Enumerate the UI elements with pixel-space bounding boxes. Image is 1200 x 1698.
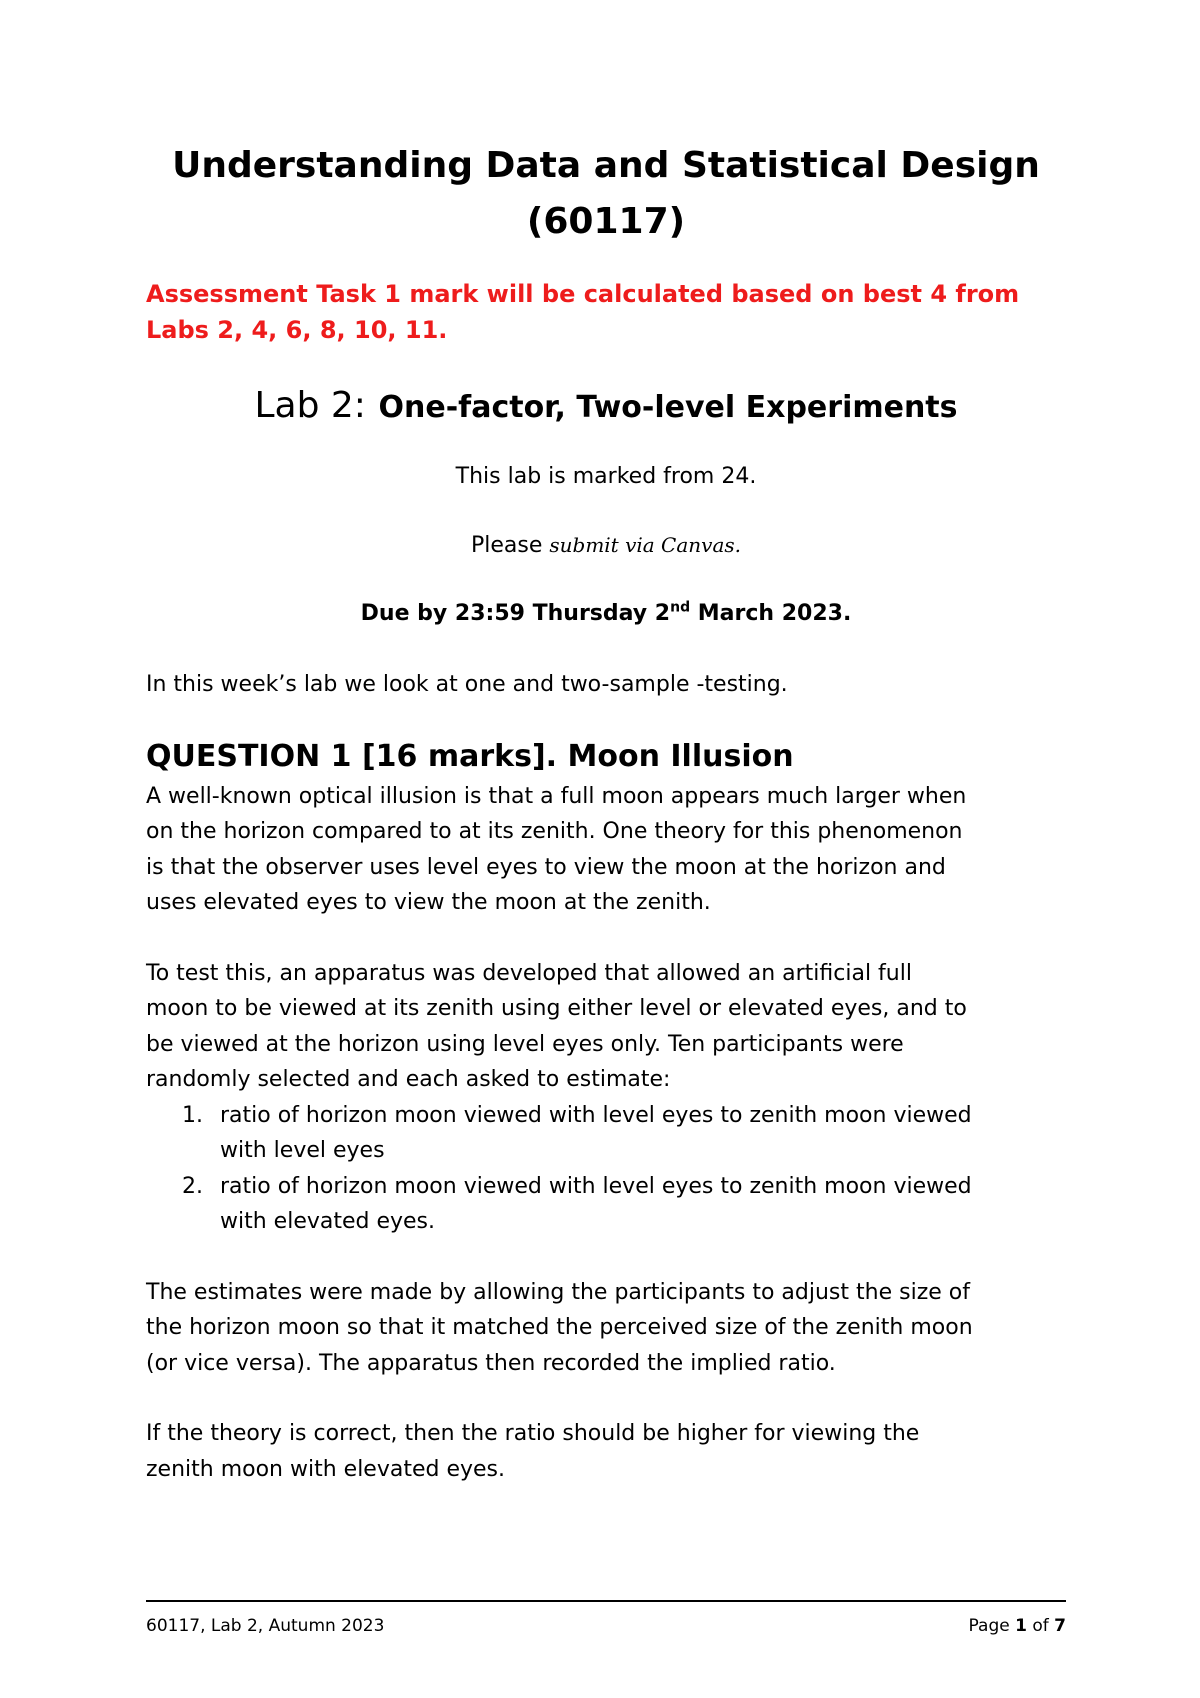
- total-pages: 7: [1054, 1616, 1066, 1636]
- page-content: [146, 138, 1066, 1487]
- text-line: is that the observer uses level eyes to view the moon at the horizon and: [146, 854, 946, 880]
- text-line: If the theory is correct, then the ratio should be higher for viewing the: [146, 1421, 920, 1446]
- text-line: moon to be viewed at its zenith using either level or elevated eyes, and to: [146, 996, 967, 1021]
- question-1-paragraph-1: [146, 779, 1066, 921]
- footer-divider: [146, 1600, 1066, 1602]
- current-page: 1: [1015, 1616, 1027, 1636]
- lab-name: One-factor, Two-level Experiments: [378, 390, 958, 425]
- list-number: 1.: [182, 1102, 203, 1128]
- text-line: (or vice versa). The apparatus then recorded the implied ratio.: [146, 1350, 836, 1376]
- text-line: zenith moon with elevated eyes.: [146, 1456, 506, 1482]
- of-word: of: [1032, 1616, 1049, 1636]
- title-line-2: (60117): [526, 201, 686, 242]
- text-line: with level eyes: [220, 1138, 385, 1163]
- text-line: uses elevated eyes to view the moon at the zenith.: [146, 890, 711, 915]
- text-line: randomly selected and each asked to estimate:: [146, 1067, 671, 1092]
- text-line: be viewed at the horizon using level eyes only. Ten participants were: [146, 1031, 904, 1057]
- marked-from-text: This lab is marked from 24.: [455, 464, 757, 489]
- notice-line-1: Assessment Task 1 mark will be calculated based on best 4 from: [146, 280, 1020, 308]
- document-title: [146, 138, 1066, 250]
- intro-text: In this week’s lab we look at one and two-sample -testing.: [146, 672, 788, 697]
- text-line: the horizon moon so that it matched the perceived size of the zenith moon: [146, 1315, 973, 1340]
- notice-line-2: Labs 2, 4, 6, 8, 10, 11.: [146, 316, 448, 344]
- list-number: 2.: [182, 1173, 203, 1199]
- question-1-paragraph-3: [146, 1275, 1066, 1382]
- lab-number: Lab 2:: [254, 385, 366, 426]
- submit-prefix: Please: [470, 533, 543, 558]
- page-word: Page: [968, 1616, 1010, 1636]
- submit-via-canvas: submit via Canvas.: [549, 533, 742, 557]
- text-line: A well-known optical illusion is that a full moon appears much larger when: [146, 783, 967, 809]
- text-line: The estimates were made by allowing the participants to adjust the size of: [146, 1279, 970, 1305]
- text-line: ratio of horizon moon viewed with level eyes to zenith moon viewed: [220, 1102, 972, 1128]
- list-item: [146, 1169, 1066, 1240]
- question-1-paragraph-2: [146, 956, 1066, 1098]
- due-date: [146, 597, 1066, 631]
- ratio-list: [146, 1098, 1066, 1240]
- text-line: on the horizon compared to at its zenith. One theory for this phenomenon: [146, 819, 963, 844]
- footer-course-info: 60117, Lab 2, Autumn 2023: [146, 1616, 385, 1636]
- text-line: ratio of horizon moon viewed with level eyes to zenith moon viewed: [220, 1173, 972, 1199]
- text-line: To test this, an apparatus was developed that allowed an artificial full: [146, 960, 912, 986]
- due-ordinal: nd: [670, 599, 691, 616]
- title-line-1: Understanding Data and Statistical Design: [172, 145, 1040, 186]
- list-item: [146, 1098, 1066, 1169]
- question-1-heading: QUESTION 1 [16 marks]. Moon Illusion: [146, 738, 794, 774]
- assessment-notice: [146, 276, 1066, 348]
- text-line: with elevated eyes.: [220, 1209, 436, 1234]
- footer-page-number: [969, 1614, 1066, 1638]
- question-1-paragraph-4: [146, 1416, 1066, 1487]
- due-suffix: March 2023.: [690, 601, 852, 626]
- due-prefix: Due by 23:59 Thursday 2: [360, 601, 671, 626]
- lab-title: [146, 382, 1066, 432]
- submit-instruction: [146, 528, 1066, 563]
